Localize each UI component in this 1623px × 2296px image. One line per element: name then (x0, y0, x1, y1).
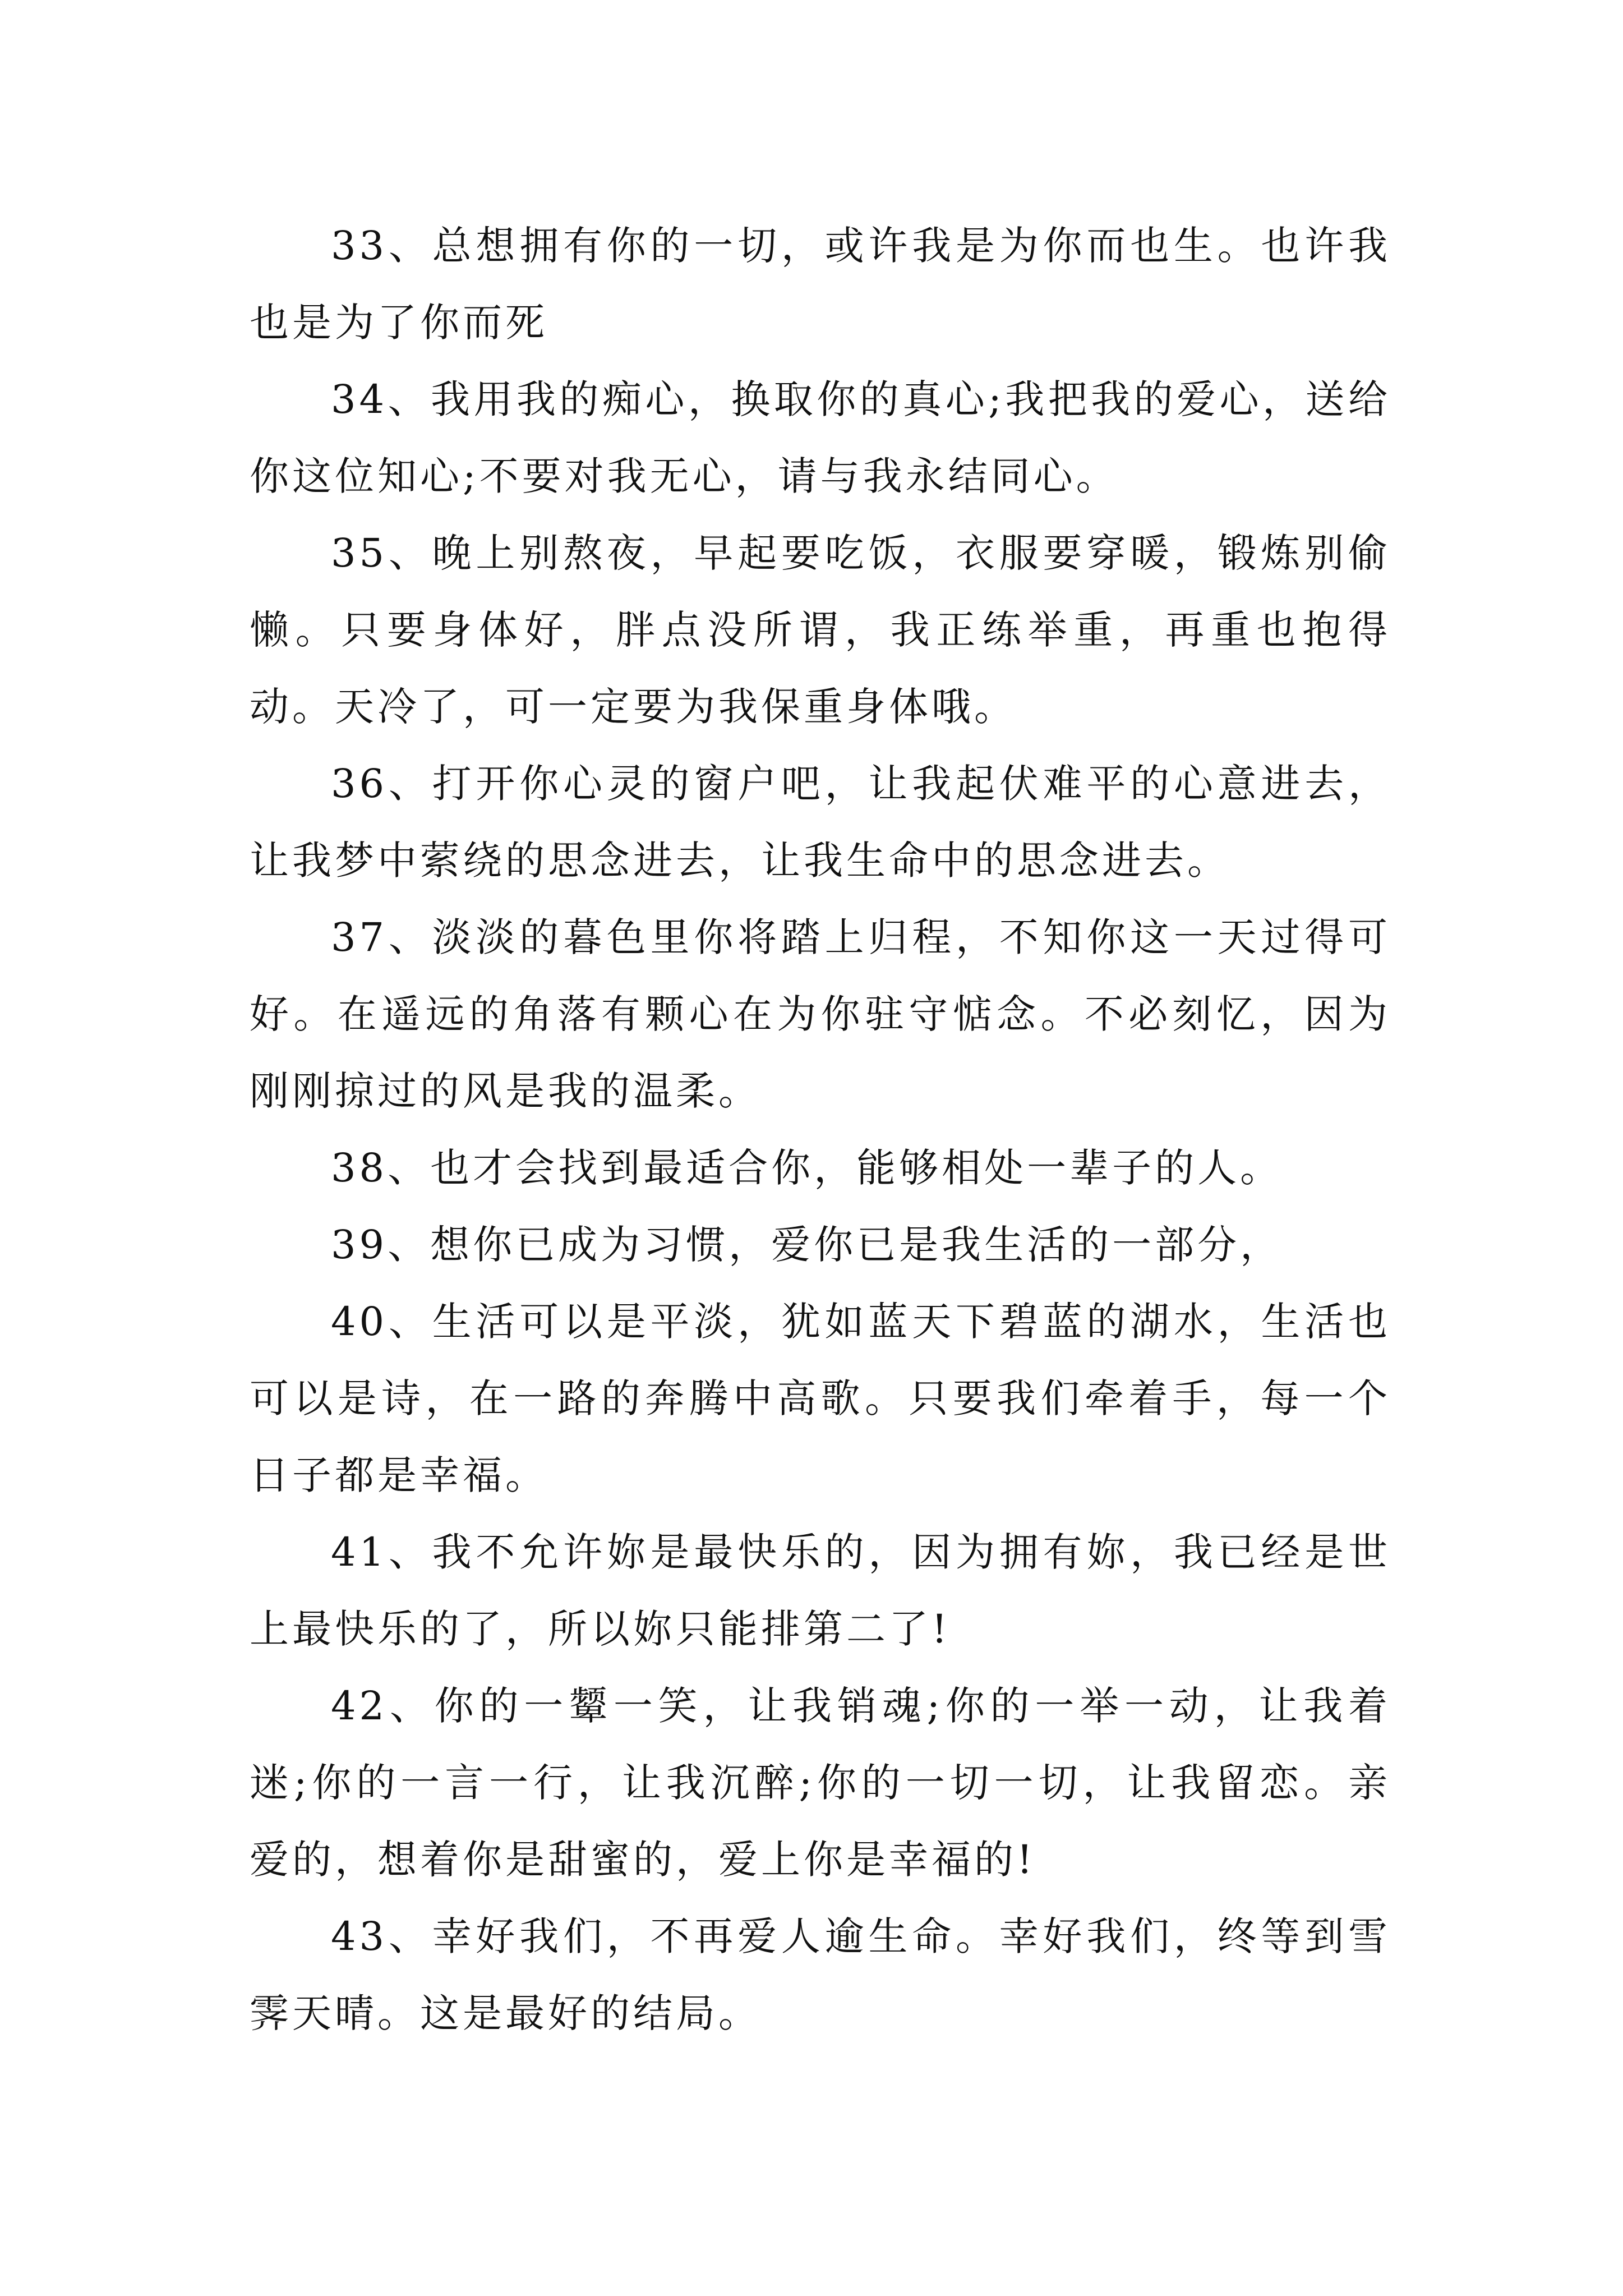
paragraph-41: 41、我不允许妳是最快乐的，因为拥有妳，我已经是世上最快乐的了，所以妳只能排第二了! (250, 1529, 1391, 1652)
paragraph-42: 42、你的一颦一笑，让我销魂;你的一举一动，让我着迷;你的一言一行，让我沉醉;你的一切一切，让我留恋。亲爱的，想着你是甜蜜的，爱上你是幸福的! (250, 1683, 1391, 1883)
paragraph-35: 35、晚上别熬夜，早起要吃饭，衣服要穿暖，锻炼别偷懒。只要身体好，胖点没所谓，我正练举重，再重也抱得动。天冷了，可一定要为我保重身体哦。 (250, 530, 1391, 730)
paragraph-33: 33、总想拥有你的一切，或许我是为你而也生。也许我也是为了你而死 (250, 223, 1391, 346)
paragraph-38: 38、也才会找到最适合你，能够相处一辈子的人。 (331, 1145, 1283, 1191)
paragraph-40: 40、生活可以是平淡，犹如蓝天下碧蓝的湖水，生活也可以是诗，在一路的奔腾中高歌。只要我们牵着手，每一个日子都是幸福。 (250, 1299, 1391, 1498)
paragraph-37: 37、淡淡的暮色里你将踏上归程，不知你这一天过得可好。在遥远的角落有颗心在为你驻守惦念。不必刻忆，因为刚刚掠过的风是我的温柔。 (250, 914, 1391, 1114)
paragraph-36: 36、打开你心灵的窗户吧，让我起伏难平的心意进去，让我梦中萦绕的思念进去，让我生命中的思念进去。 (250, 761, 1391, 884)
paragraph-43: 43、幸好我们，不再爱人逾生命。幸好我们，终等到雪霁天晴。这是最好的结局。 (250, 1913, 1391, 2036)
paragraph-39: 39、想你已成为习惯，爱你已是我生活的一部分， (331, 1222, 1283, 1268)
document-body (250, 208, 1391, 2052)
paragraph-34: 34、我用我的痴心，换取你的真心;我把我的爱心，送给你这位知心;不要对我无心，请与我永结同心。 (250, 376, 1391, 499)
